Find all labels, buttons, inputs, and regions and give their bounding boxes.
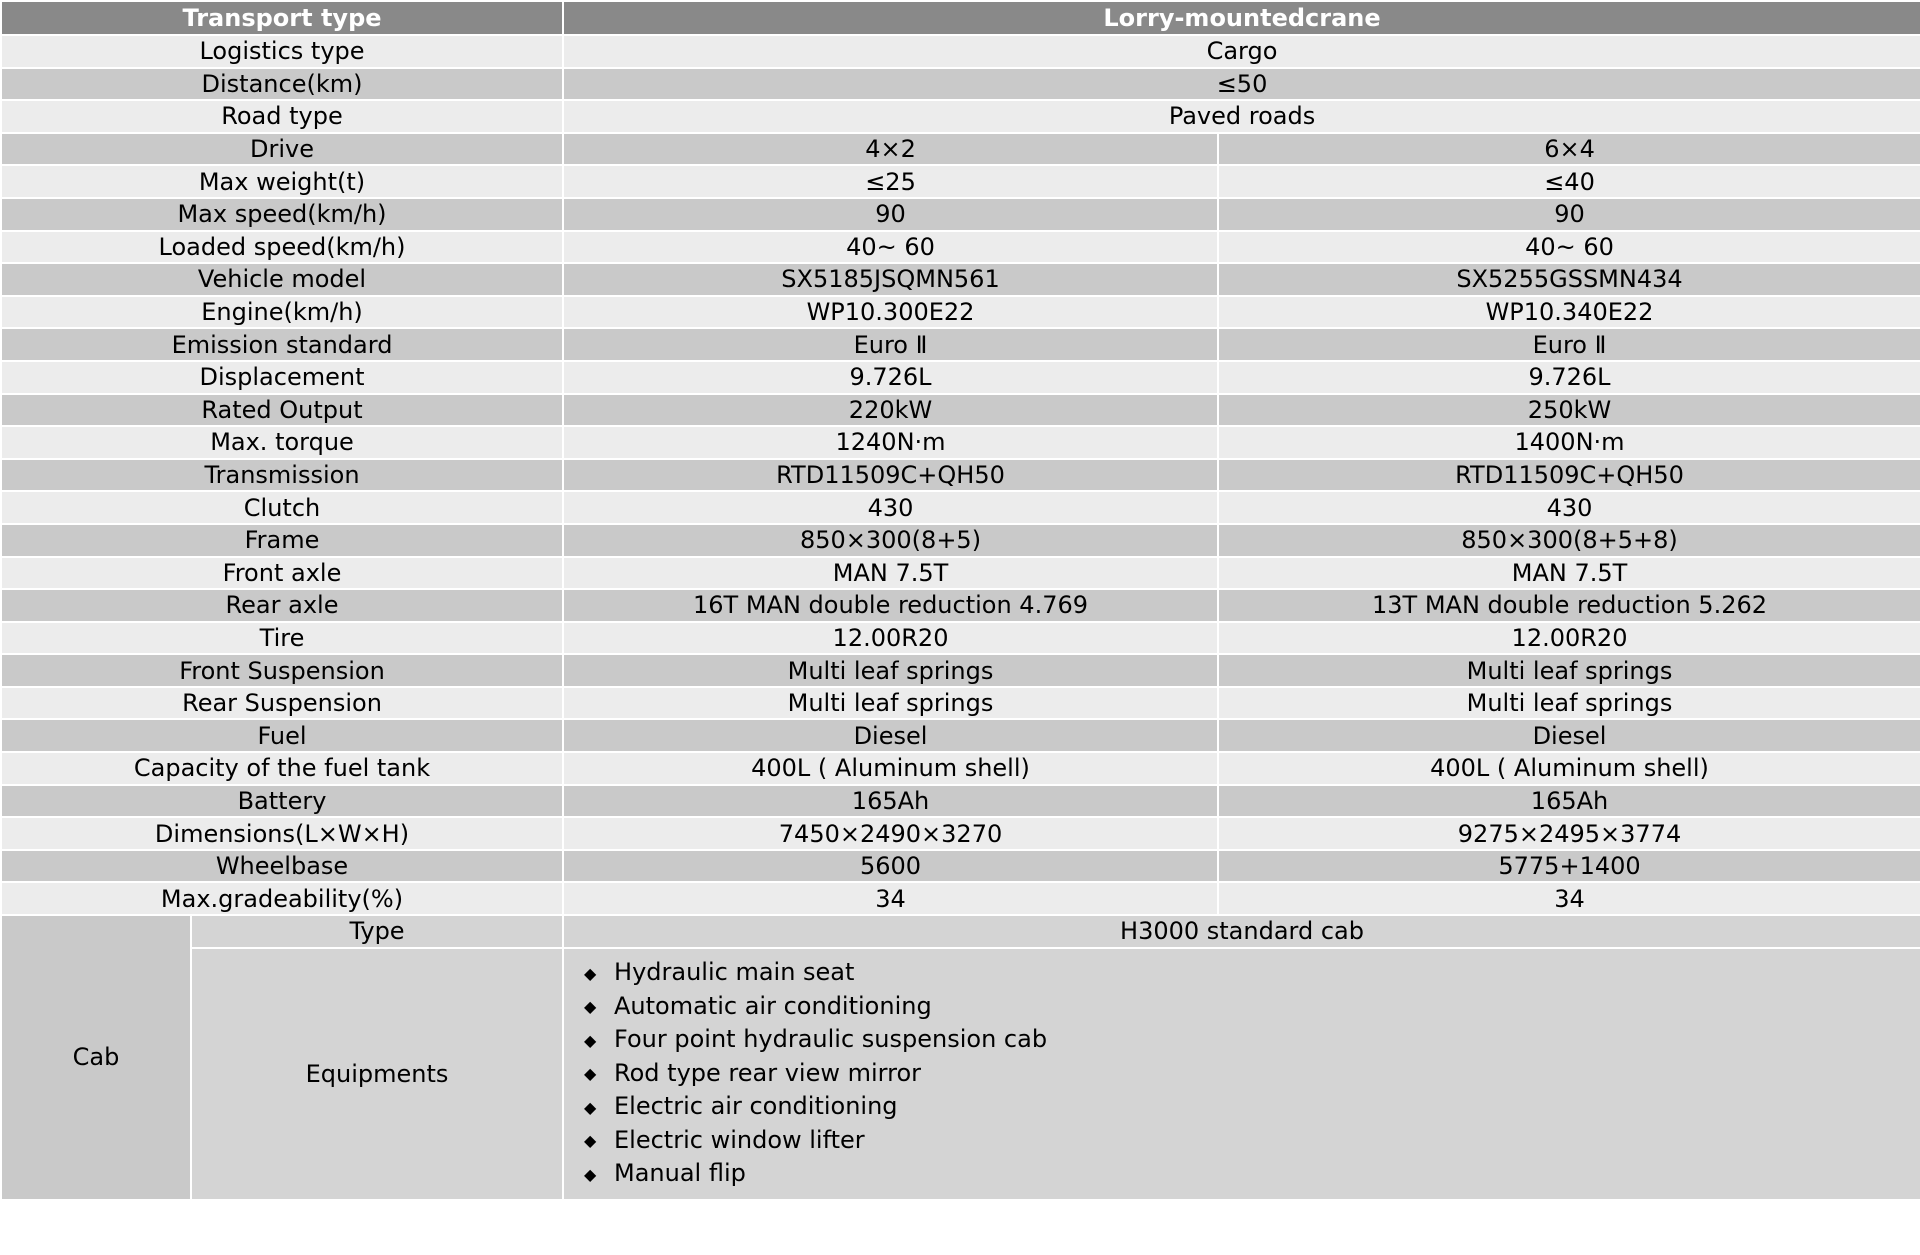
row-value-6x4: MAN 7.5T: [1218, 557, 1920, 590]
table-row: [1, 100, 1920, 133]
row-value-4x2: 850×300(8+5): [563, 524, 1218, 557]
row-label: Vehicle model: [1, 263, 563, 296]
row-value-6x4: Multi leaf springs: [1218, 687, 1920, 720]
row-value-6x4: 850×300(8+5+8): [1218, 524, 1920, 557]
row-value-6x4: 6×4: [1218, 133, 1920, 166]
row-value-4x2: 5600: [563, 850, 1218, 883]
table-row: [1, 328, 1920, 361]
row-label: Wheelbase: [1, 850, 563, 883]
diamond-bullet-icon: ◆: [584, 997, 597, 1017]
equipment-list-item: [584, 1057, 1920, 1091]
row-value-6x4: 9275×2495×3774: [1218, 817, 1920, 850]
cab-type-row: [1, 915, 1920, 948]
row-value-shared: ≤50: [563, 68, 1920, 101]
row-label: Logistics type: [1, 35, 563, 68]
row-value-4x2: 165Ah: [563, 785, 1218, 818]
cab-type-value: H3000 standard cab: [563, 915, 1920, 948]
row-value-6x4: RTD11509C+QH50: [1218, 459, 1920, 492]
row-value-6x4: SX5255GSSMN434: [1218, 263, 1920, 296]
row-value-4x2: 40~ 60: [563, 231, 1218, 264]
row-value-4x2: 1240N·m: [563, 426, 1218, 459]
table-row: [1, 133, 1920, 166]
header-row: [1, 1, 1920, 35]
row-value-shared: Paved roads: [563, 100, 1920, 133]
table-row: [1, 459, 1920, 492]
row-value-6x4: Euro Ⅱ: [1218, 328, 1920, 361]
row-value-6x4: 90: [1218, 198, 1920, 231]
table-row: [1, 557, 1920, 590]
row-value-6x4: Multi leaf springs: [1218, 654, 1920, 687]
equipment-list-item: [584, 1124, 1920, 1158]
table-row: [1, 622, 1920, 655]
cab-equipments-row: [1, 948, 1920, 1200]
equipment-item-text: Manual flip: [614, 1159, 746, 1188]
table-row: [1, 785, 1920, 818]
row-label: Capacity of the fuel tank: [1, 752, 563, 785]
row-value-4x2: ≤25: [563, 165, 1218, 198]
row-label: Max. torque: [1, 426, 563, 459]
row-value-4x2: Diesel: [563, 719, 1218, 752]
equipment-item-text: Hydraulic main seat: [614, 958, 855, 987]
header-value: Lorry-mountedcrane: [563, 1, 1920, 35]
row-value-4x2: 400L ( Aluminum shell): [563, 752, 1218, 785]
row-value-6x4: 9.726L: [1218, 361, 1920, 394]
row-value-6x4: 5775+1400: [1218, 850, 1920, 883]
equipment-item-text: Automatic air conditioning: [614, 991, 932, 1020]
diamond-bullet-icon: ◆: [584, 1064, 597, 1084]
row-label: Front axle: [1, 557, 563, 590]
table-row: [1, 361, 1920, 394]
table-row: [1, 296, 1920, 329]
row-label: Rear axle: [1, 589, 563, 622]
row-value-6x4: WP10.340E22: [1218, 296, 1920, 329]
diamond-bullet-icon: ◆: [584, 963, 597, 983]
cab-equipments-label: Equipments: [191, 948, 563, 1200]
row-value-4x2: Multi leaf springs: [563, 687, 1218, 720]
cab-type-label: Type: [191, 915, 563, 948]
row-value-4x2: 220kW: [563, 394, 1218, 427]
table-row: [1, 654, 1920, 687]
equipment-item-text: Rod type rear view mirror: [614, 1058, 921, 1087]
row-value-4x2: Multi leaf springs: [563, 654, 1218, 687]
equipment-list-item: [584, 1023, 1920, 1057]
row-value-4x2: 7450×2490×3270: [563, 817, 1218, 850]
row-value-4x2: 34: [563, 882, 1218, 915]
row-value-6x4: 165Ah: [1218, 785, 1920, 818]
row-value-6x4: 12.00R20: [1218, 622, 1920, 655]
table-row: [1, 752, 1920, 785]
row-value-4x2: 430: [563, 491, 1218, 524]
row-label: Emission standard: [1, 328, 563, 361]
row-label: Battery: [1, 785, 563, 818]
row-value-4x2: 16T MAN double reduction 4.769: [563, 589, 1218, 622]
row-value-6x4: 250kW: [1218, 394, 1920, 427]
table-row: [1, 687, 1920, 720]
row-value-6x4: 400L ( Aluminum shell): [1218, 752, 1920, 785]
row-value-4x2: 9.726L: [563, 361, 1218, 394]
row-label: Clutch: [1, 491, 563, 524]
row-value-6x4: 430: [1218, 491, 1920, 524]
diamond-bullet-icon: ◆: [584, 1030, 597, 1050]
table-row: [1, 817, 1920, 850]
table-row: [1, 426, 1920, 459]
table-row: [1, 68, 1920, 101]
table-row: [1, 263, 1920, 296]
row-label: Tire: [1, 622, 563, 655]
row-label: Engine(km/h): [1, 296, 563, 329]
header-label: Transport type: [1, 1, 563, 35]
row-value-4x2: 90: [563, 198, 1218, 231]
row-label: Fuel: [1, 719, 563, 752]
row-value-6x4: 34: [1218, 882, 1920, 915]
row-label: Max.gradeability(%): [1, 882, 563, 915]
row-value-4x2: MAN 7.5T: [563, 557, 1218, 590]
diamond-bullet-icon: ◆: [584, 1131, 597, 1151]
row-label: Distance(km): [1, 68, 563, 101]
table-row: [1, 589, 1920, 622]
table-row: [1, 198, 1920, 231]
row-label: Loaded speed(km/h): [1, 231, 563, 264]
equipment-list-item: [584, 1157, 1920, 1191]
row-label: Rated Output: [1, 394, 563, 427]
equipment-item-text: Electric air conditioning: [614, 1092, 898, 1121]
row-value-6x4: 13T MAN double reduction 5.262: [1218, 589, 1920, 622]
equipment-list: [584, 956, 1920, 1191]
table-row: [1, 491, 1920, 524]
equipment-list-item: [584, 956, 1920, 990]
row-label: Frame: [1, 524, 563, 557]
row-value-4x2: 4×2: [563, 133, 1218, 166]
table-row: [1, 524, 1920, 557]
row-label: Rear Suspension: [1, 687, 563, 720]
equipment-item-text: Electric window lifter: [614, 1125, 865, 1154]
table-row: [1, 719, 1920, 752]
row-value-6x4: 1400N·m: [1218, 426, 1920, 459]
equipment-item-text: Four point hydraulic suspension cab: [614, 1025, 1048, 1054]
table-row: [1, 850, 1920, 883]
row-label: Dimensions(L×W×H): [1, 817, 563, 850]
row-label: Front Suspension: [1, 654, 563, 687]
equipment-list-item: [584, 990, 1920, 1024]
row-value-6x4: 40~ 60: [1218, 231, 1920, 264]
table-row: [1, 165, 1920, 198]
row-label: Drive: [1, 133, 563, 166]
row-label: Displacement: [1, 361, 563, 394]
row-label: Road type: [1, 100, 563, 133]
row-value-4x2: RTD11509C+QH50: [563, 459, 1218, 492]
table-row: [1, 231, 1920, 264]
cab-equipments-list-cell: [563, 948, 1920, 1200]
row-label: Max speed(km/h): [1, 198, 563, 231]
equipment-list-item: [584, 1090, 1920, 1124]
diamond-bullet-icon: ◆: [584, 1164, 597, 1184]
table-row: [1, 394, 1920, 427]
row-value-4x2: Euro Ⅱ: [563, 328, 1218, 361]
diamond-bullet-icon: ◆: [584, 1097, 597, 1117]
row-value-shared: Cargo: [563, 35, 1920, 68]
row-label: Transmission: [1, 459, 563, 492]
row-value-4x2: 12.00R20: [563, 622, 1218, 655]
row-label: Max weight(t): [1, 165, 563, 198]
row-value-4x2: SX5185JSQMN561: [563, 263, 1218, 296]
table-row: [1, 35, 1920, 68]
cab-label: Cab: [1, 915, 191, 1200]
table-row: [1, 882, 1920, 915]
row-value-6x4: Diesel: [1218, 719, 1920, 752]
row-value-4x2: WP10.300E22: [563, 296, 1218, 329]
row-value-6x4: ≤40: [1218, 165, 1920, 198]
